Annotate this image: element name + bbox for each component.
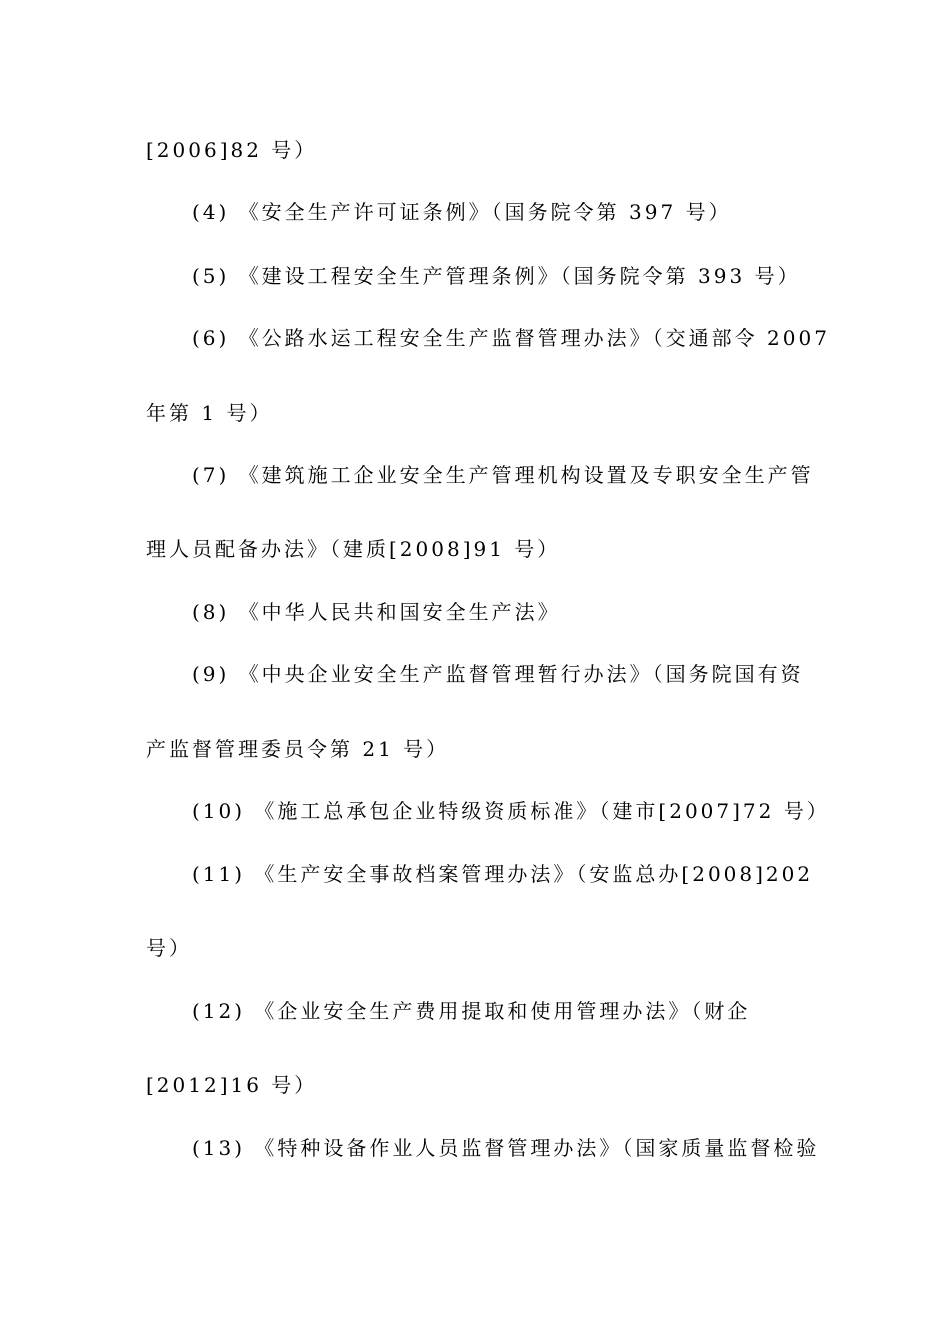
regulation-item-11-continuation: 号） [146,936,192,960]
regulation-item-9-continuation: 产监督管理委员令第 21 号） [146,737,450,761]
regulation-item-6-continuation: 年第 1 号） [146,401,273,425]
regulation-item-6: (6) 《公路水运工程安全生产监督管理办法》（交通部令 2007 [192,326,830,350]
regulation-item-7: (7) 《建筑施工企业安全生产管理机构设置及专职安全生产管 [192,463,814,487]
regulation-item-12-continuation: [2012]16 号） [146,1073,318,1097]
regulation-item-5: (5) 《建设工程安全生产管理条例》（国务院令第 393 号） [192,264,801,288]
regulation-item-12: (12) 《企业安全生产费用提取和使用管理办法》（财企 [192,999,751,1023]
regulation-item-13: (13) 《特种设备作业人员监督管理办法》（国家质量监督检验 [192,1136,820,1160]
text-line-continuation: [2006]82 号） [146,138,318,162]
regulation-item-11: (11) 《生产安全事故档案管理办法》（安监总办[2008]202 [192,862,814,886]
regulation-item-4: (4) 《安全生产许可证条例》（国务院令第 397 号） [192,200,732,224]
regulation-item-8: (8) 《中华人民共和国安全生产法》 [192,600,561,624]
regulation-item-7-continuation: 理人员配备办法》（建质[2008]91 号） [146,537,561,561]
regulation-item-9: (9) 《中央企业安全生产监督管理暂行办法》（国务院国有资 [192,662,804,686]
regulation-item-10: (10) 《施工总承包企业特级资质标准》（建市[2007]72 号） [192,799,830,823]
